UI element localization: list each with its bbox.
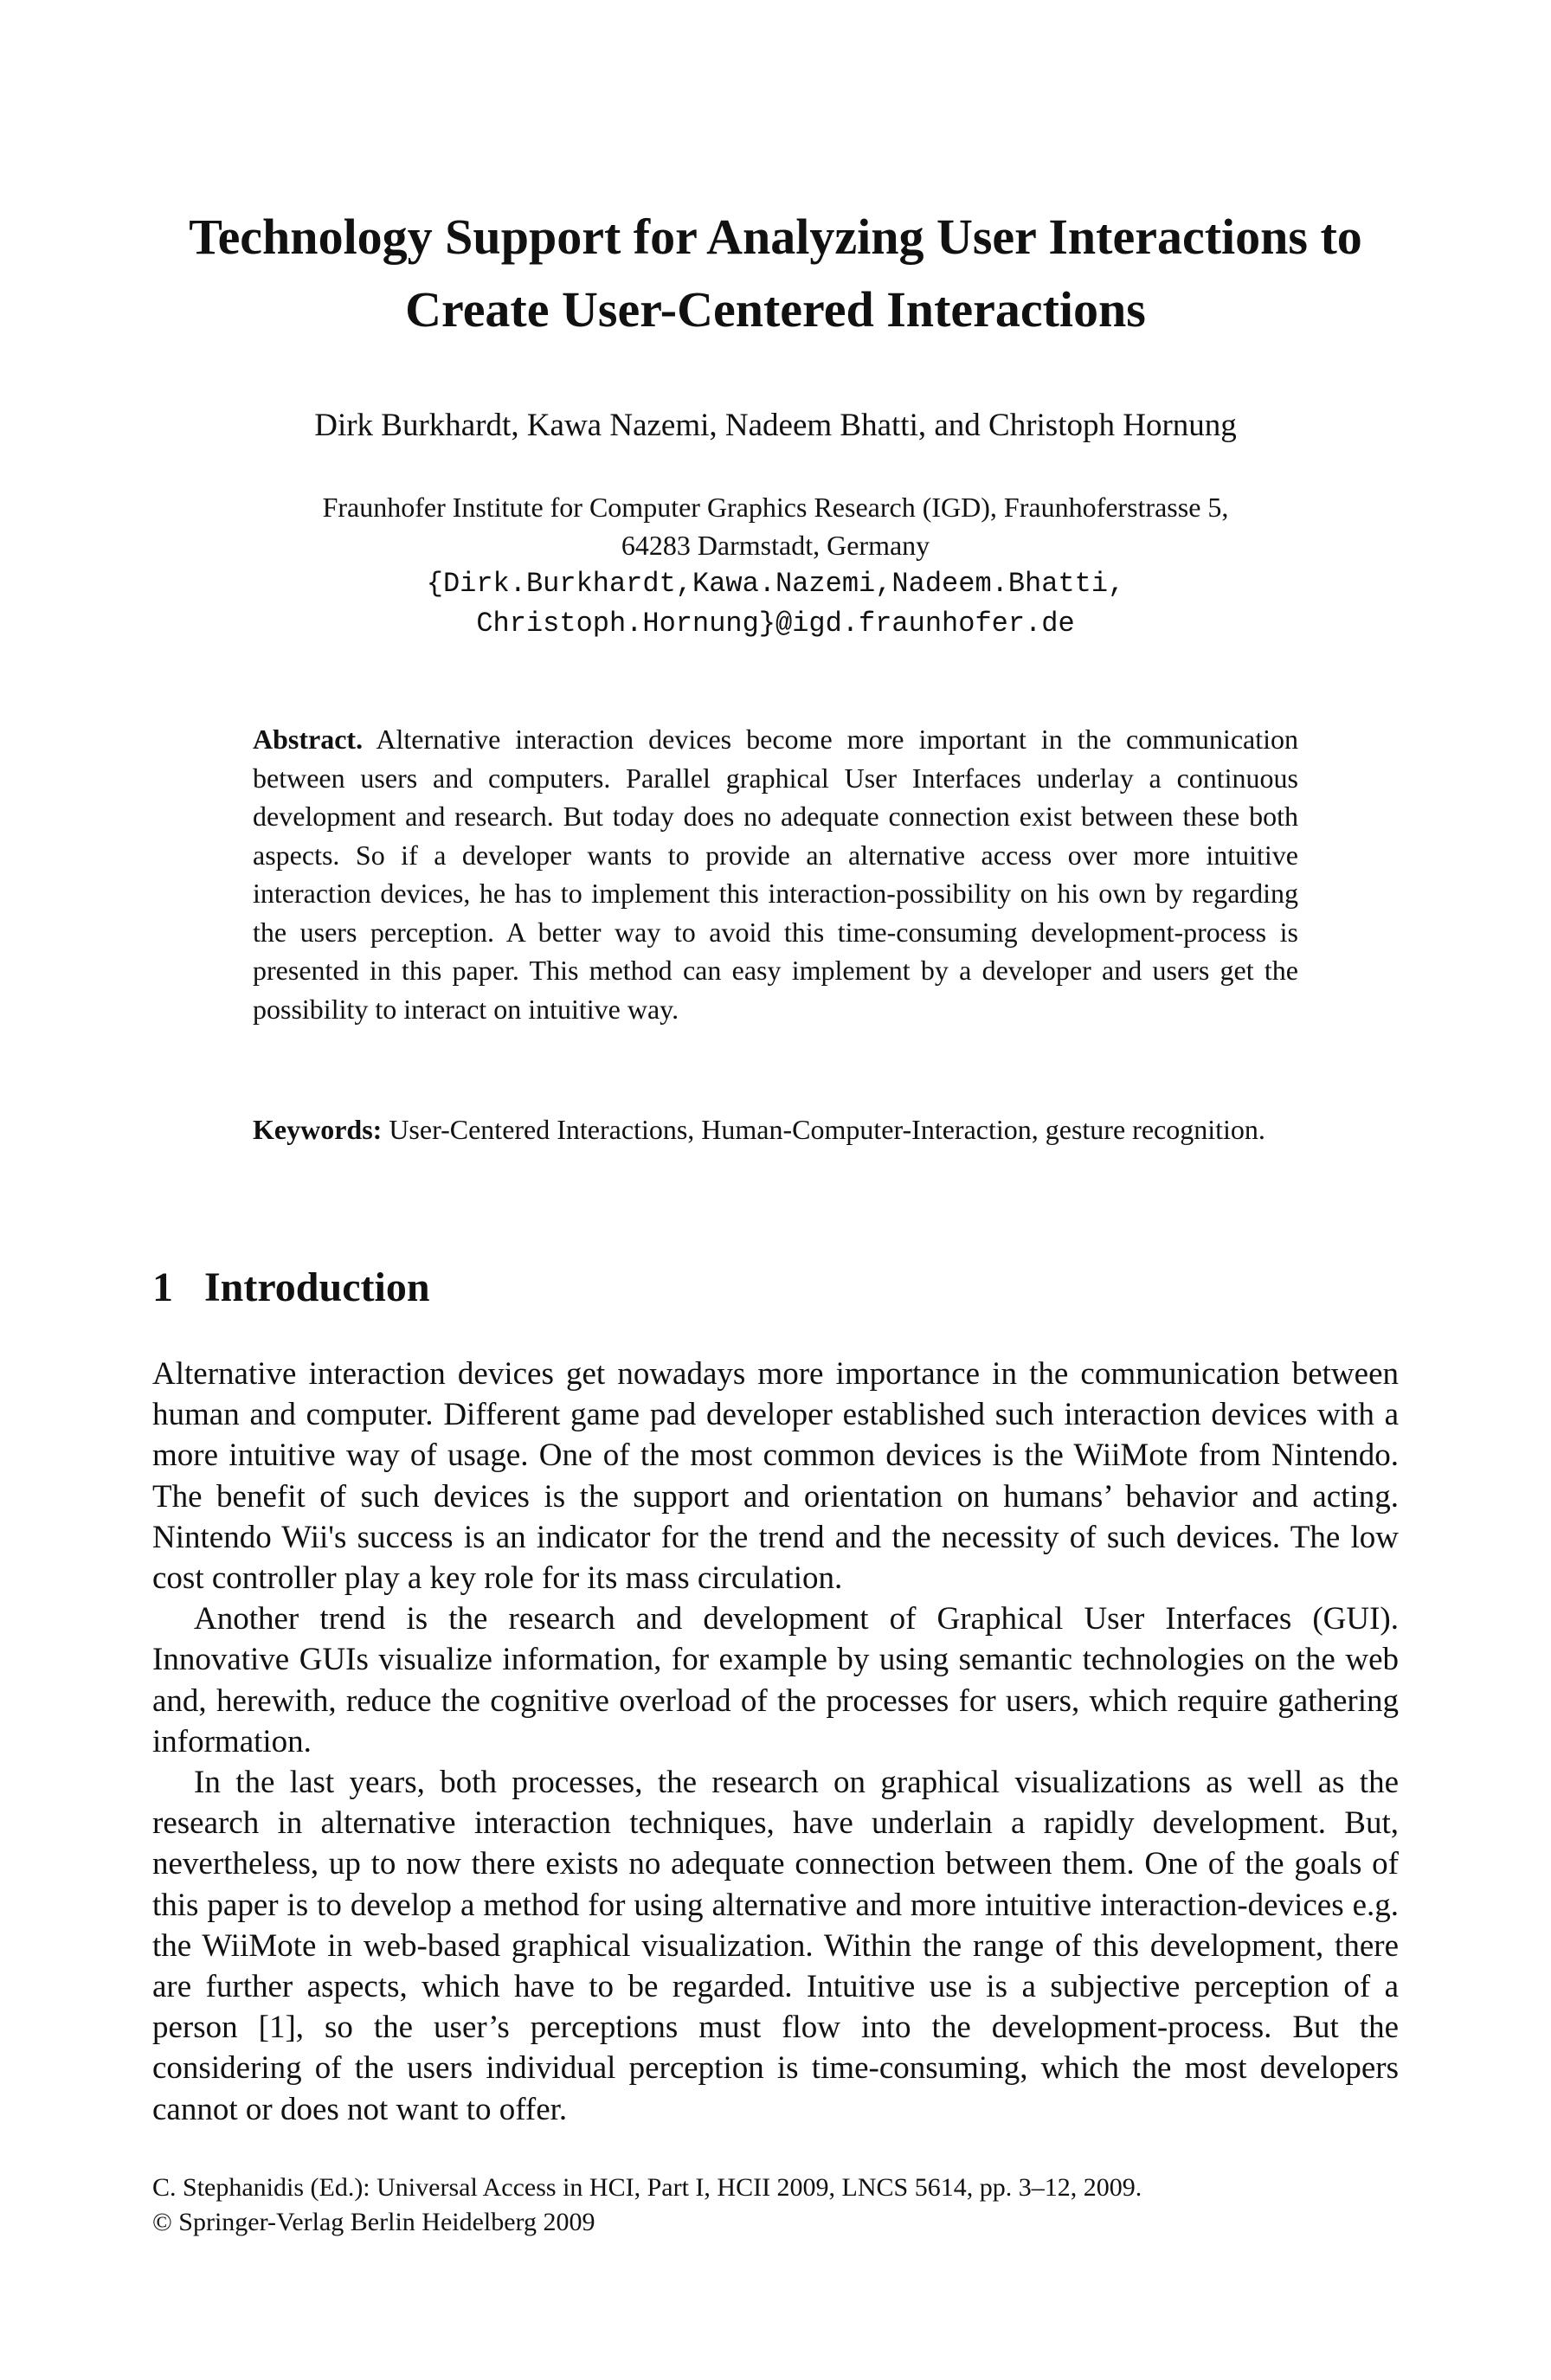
section-number: 1	[152, 1264, 173, 1310]
affiliation-line-1: Fraunhofer Institute for Computer Graphics Research (IGD), Fraunhoferstrasse 5,	[322, 492, 1229, 523]
email-line-1: {Dirk.Burkhardt,Kawa.Nazemi,Nadeem.Bhatti,	[426, 568, 1125, 600]
author-emails	[208, 564, 1343, 644]
section-body	[152, 1354, 1399, 2130]
copyright-line: © Springer-Verlag Berlin Heidelberg 2009	[152, 2208, 595, 2236]
paper-title-line-2: Create User-Centered Interactions	[405, 281, 1146, 338]
keywords-text: User-Centered Interactions, Human-Computer-Interaction, gesture recognition.	[389, 1114, 1265, 1145]
section-heading	[152, 1260, 1399, 1315]
body-paragraph-1: Alternative interaction devices get nowadays more importance in the communication between human and computer. Different game pad developer established such interaction devices with a more intuitive way of usage. One of the most common devices is the WiiMote from Nintendo. The benefit of such devices is the support and orientation on humans’ behavior and acting. Nintendo Wii's success is an indicator for the trend and the necessity of such devices. The low cost controller play a key role for its mass circulation.	[152, 1356, 1399, 1597]
abstract-label: Abstract.	[253, 724, 364, 755]
section-title: Introduction	[204, 1264, 430, 1310]
keywords-label: Keywords:	[253, 1114, 383, 1145]
paper-title-line-1: Technology Support for Analyzing User Interactions to	[189, 209, 1362, 265]
page-footer	[152, 2171, 1399, 2240]
citation-line: C. Stephanidis (Ed.): Universal Access in HCI, Part I, HCII 2009, LNCS 5614, pp. 3–12, 2009.	[152, 2173, 1142, 2202]
paper-title	[156, 201, 1395, 346]
author-list: Dirk Burkhardt, Kawa Nazemi, Nadeem Bhatti, and Christoph Hornung	[314, 408, 1237, 443]
affiliation-line-2: 64283 Darmstadt, Germany	[621, 530, 930, 561]
abstract-text: Alternative interaction devices become more important in the communication between users and computers. Parallel graphical User Interfaces underlay a continuous development and research. But today does no adequate connection exist between these both aspects. So if a developer wants to provide an alternative access over more intuitive interaction devices, he has to implement this interaction-possibility on his own by regarding the users perception. A better way to avoid this time-consuming development-process is presented in this paper. This method can easy implement by a developer and users get the possibility to interact on intuitive way.	[253, 724, 1299, 1025]
keywords	[253, 1110, 1298, 1149]
abstract	[253, 720, 1298, 1028]
affiliation	[208, 488, 1343, 564]
body-paragraph-3: In the last years, both processes, the research on graphical visualizations as well as the research in alternative interaction techniques, have underlain a rapidly development. But, nevertheless, up to now there exists no adequate connection between them. One of the goals of this paper is to develop a method for using alternative and more intuitive interaction-devices e.g. the WiiMote in web-based graphical visualization. Within the range of this development, there are further aspects, which have to be regarded. Intuitive use is a subjective perception of a person [1], so the user’s perceptions must flow into the development-process. But the considering of the users individual perception is time-consuming, which the most developers cannot or does not want to offer.	[152, 1765, 1399, 2127]
email-line-2: Christoph.Hornung}@igd.fraunhofer.de	[476, 608, 1075, 640]
body-paragraph-2: Another trend is the research and development of Graphical User Interfaces (GUI). Innovative GUIs visualize information, for example by using semantic technologies on the web and, herewith, reduce the cognitive overload of the processes for users, which require gathering information.	[152, 1601, 1399, 1759]
